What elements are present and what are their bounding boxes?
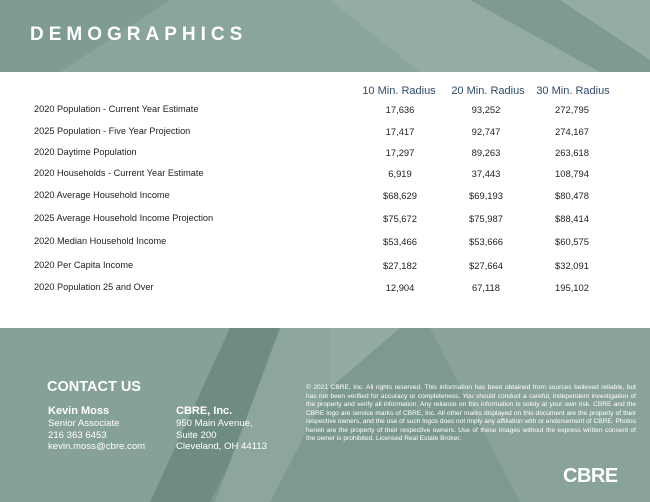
- page-title: DEMOGRAPHICS: [30, 24, 248, 45]
- cell-20min: 93,252: [471, 104, 501, 115]
- row-label: 2025 Population - Five Year Projection: [34, 126, 191, 136]
- cell-10min: $27,182: [383, 260, 417, 271]
- cell-30min: 272,795: [555, 104, 589, 115]
- cell-30min: $60,575: [555, 236, 589, 247]
- cell-10min: $75,672: [383, 213, 417, 224]
- cell-10min: $53,466: [383, 236, 417, 247]
- company-address-line2: Suite 200: [176, 429, 217, 441]
- contact-footer: [0, 328, 650, 502]
- contact-title: CONTACT US: [47, 379, 141, 395]
- column-header: 10 Min. Radius: [362, 85, 436, 97]
- column-header: 30 Min. Radius: [536, 85, 610, 97]
- cell-30min: 108,794: [555, 168, 589, 179]
- agent-role: Senior Associate: [48, 418, 120, 429]
- cell-30min: 274,167: [555, 126, 589, 137]
- table-row: [0, 188, 650, 206]
- company-address-line1: 950 Main Avenue,: [176, 418, 253, 429]
- cell-20min: 67,118: [472, 282, 500, 293]
- cell-20min: $27,664: [469, 260, 503, 271]
- cell-10min: 17,636: [385, 104, 415, 115]
- agent-email[interactable]: kevin.moss@cbre.com: [48, 441, 146, 452]
- table-row: [0, 166, 650, 184]
- company-address-block: [176, 405, 267, 453]
- row-label: 2020 Per Capita Income: [34, 260, 134, 270]
- agent-name: Kevin Moss: [48, 405, 110, 417]
- demographics-table: [0, 72, 650, 328]
- table-row: [0, 211, 650, 229]
- row-label: 2025 Average Household Income Projection: [34, 213, 214, 223]
- cell-20min: $75,987: [469, 213, 503, 224]
- cell-10min: $68,629: [383, 190, 417, 201]
- cell-20min: 92,747: [471, 126, 501, 137]
- table-row: [0, 102, 650, 120]
- cell-10min: 6,919: [388, 168, 412, 179]
- row-label: 2020 Population 25 and Over: [34, 282, 154, 292]
- table-row: [0, 145, 650, 163]
- cell-30min: $88,414: [555, 213, 589, 224]
- company-name: CBRE, Inc.: [176, 405, 233, 417]
- column-header: 20 Min. Radius: [451, 85, 525, 97]
- agent-contact-block: [48, 405, 145, 453]
- legal-disclaimer: © 2021 CBRE, Inc. All rights reserved. This information has been obtained from sources believed reliable, but has not been verified for accuracy or completeness. You should conduct a careful, independent investigation of the property and verify all information. Any reliance on this information is solely at your own risk. CBRE and the CBRE logo are service marks of CBRE, Inc. All other marks displayed on this document are the property of their respective owners, and the use of such logos does not imply any affiliation with or endorsement of CBRE. Photos herein are the property of their respective owners. Use of these images without the express written consent of the owner is prohibited. Licensed Real Estate Broker.: [306, 384, 636, 442]
- cell-30min: 263,618: [555, 147, 589, 158]
- table-row: [0, 258, 650, 276]
- agent-phone[interactable]: 216 363 6453: [48, 429, 107, 441]
- cell-30min: $32,091: [555, 260, 589, 271]
- cell-20min: 89,263: [471, 147, 501, 158]
- row-label: 2020 Households - Current Year Estimate: [34, 168, 204, 178]
- table-row: [0, 280, 650, 298]
- cell-30min: $80,478: [555, 190, 589, 201]
- table-row: [0, 124, 650, 142]
- row-label: 2020 Daytime Population: [34, 147, 137, 157]
- cell-20min: 37,443: [471, 168, 501, 179]
- row-label: 2020 Median Household Income: [34, 236, 167, 246]
- cell-20min: $69,193: [469, 190, 503, 201]
- table-row: [0, 234, 650, 252]
- cell-10min: 17,417: [385, 126, 415, 137]
- company-city: Cleveland, OH 44113: [176, 441, 268, 452]
- cell-10min: 17,297: [385, 147, 415, 158]
- row-label: 2020 Population - Current Year Estimate: [34, 104, 199, 114]
- cell-20min: $53,666: [469, 236, 503, 247]
- header-band: [0, 0, 650, 72]
- cbre-logo: CBRE: [563, 465, 618, 487]
- cell-10min: 12,904: [385, 282, 415, 293]
- row-label: 2020 Average Household Income: [34, 190, 170, 200]
- cell-30min: 195,102: [555, 282, 589, 293]
